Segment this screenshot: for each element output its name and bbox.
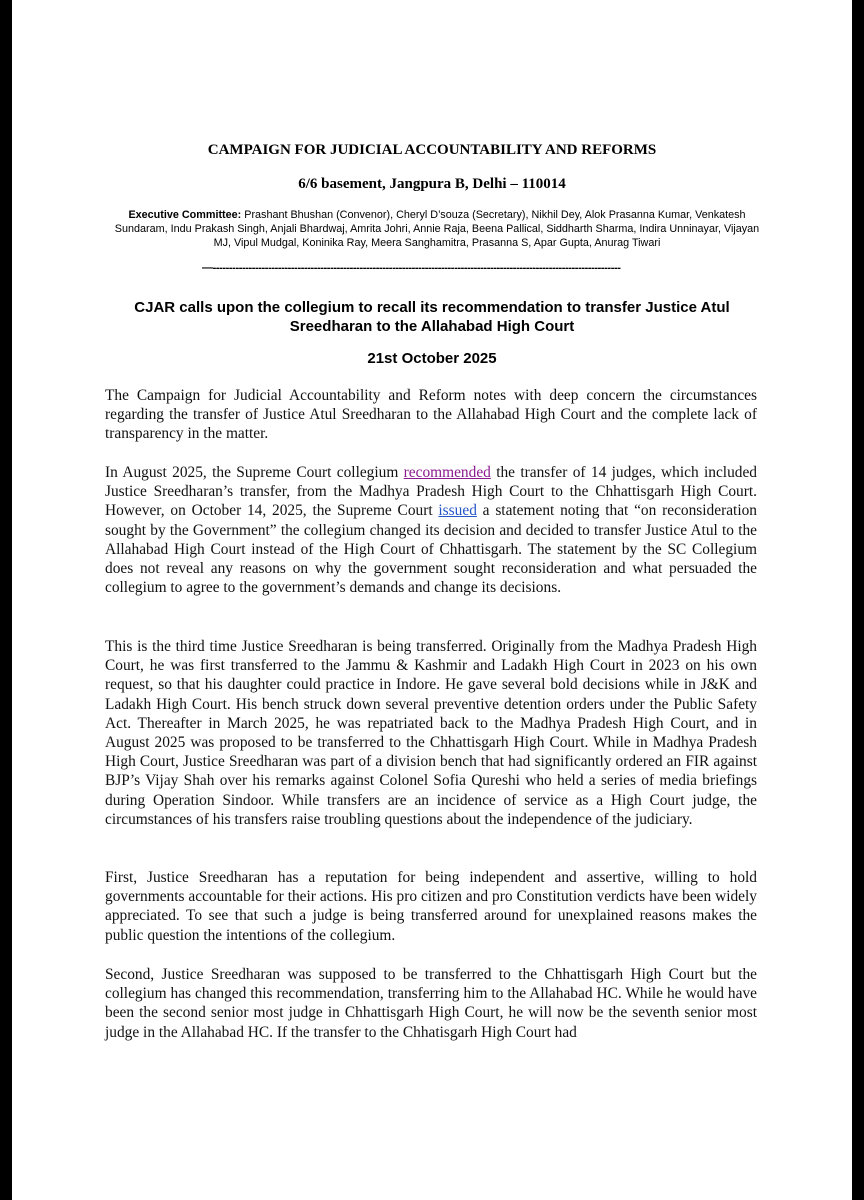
paragraph-2-part-c: a statement noting that “on reconsideration sought by the Government” the collegium changed its decision and decided to transfer Justice Atul to the Allahabad High Court instead of the High Court of Chhattisgarh. The statement by the SC Collegium does not reveal any reasons on why the government sought reconsideration and what persuaded the collegium to agree to the government’s demands and change its decisions. bbox=[105, 502, 757, 597]
committee-label: Executive Committee: bbox=[128, 209, 242, 221]
paragraph-3: This is the third time Justice Sreedharan is being transferred. Originally from the Madhya Pradesh High Court, he was first transferred to the Jammu & Kashmir and Ladakh High Court in 2023 on his own request, so that his daughter could practice in Indore. He gave several bold decisions while in J&K and Ladakh High Court. His bench struck down several preventive detention orders under the Public Safety Act. Thereafter in March 2025, he was repatriated back to the Madhya Pradesh High Court, and in August 2025 was proposed to be transferred to the Chhattisgarh High Court. While in Madhya Pradesh High Court, Justice Sreedharan was part of a division bench that had significantly ordered an FIR against BJP’s Vijay Shah over his remarks against Colonel Sofia Qureshi who held a series of media briefings during Operation Sindoor. While transfers are an incidence of service as a High Court judge, the circumstances of his transfers raise troubling questions about the independence of the judiciary. bbox=[105, 638, 757, 828]
paragraph-2-part-a: In August 2025, the Supreme Court collegium bbox=[105, 464, 404, 481]
document-page bbox=[12, 0, 852, 1200]
paragraph-1: The Campaign for Judicial Accountability and Reform notes with deep concern the circumstances regarding the transfer of Justice Atul Sreedharan to the Allahabad High Court and the complete lack of transparency in the matter. bbox=[105, 387, 757, 443]
recommended-link[interactable]: recommended bbox=[403, 464, 491, 481]
paragraph-5: Second, Justice Sreedharan was supposed to be transferred to the Chhattisgarh High Court but the collegium has changed this recommendation, transferring him to the Allahabad HC. While he would have been the second senior most judge in Chhattisgarh High Court, he will now be the seventh senior most judge in the Allahabad HC. If the transfer to the Chhatisgarh High Court had bbox=[105, 966, 757, 1041]
organization-title: CAMPAIGN FOR JUDICIAL ACCOUNTABILITY AND REFORMS bbox=[207, 142, 657, 158]
executive-committee bbox=[111, 208, 763, 250]
statement-headline: CJAR calls upon the collegium to recall its recommendation to transfer Justice Atul Sreedharan to the Allahabad High Court bbox=[134, 299, 730, 335]
issued-link[interactable]: issued bbox=[438, 502, 477, 520]
paragraph-2-part-b: the transfer of 14 judges, which included Justice Sreedharan’s transfer, from the Madhya Pradesh High Court to the Chhattisgarh High Court. However, on October 14, 2025, the Supreme Court bbox=[105, 464, 757, 520]
organization-address: 6/6 basement, Jangpura B, Delhi – 110014 bbox=[298, 176, 566, 192]
header-divider: —----------------------------------------------------------------------------------------------------------------------------- bbox=[202, 262, 621, 274]
statement-date: 21st October 2025 bbox=[367, 350, 497, 367]
paragraph-4: First, Justice Sreedharan has a reputation for being independent and assertive, willing to hold governments accountable for their actions. His pro citizen and pro Constitution verdicts have been widely appreciated. To see that such a judge is being transferred around for unexplained reasons makes the public question the intentions of the collegium. bbox=[105, 869, 757, 944]
paragraph-2 bbox=[105, 463, 757, 597]
committee-members: Prashant Bhushan (Convenor), Cheryl D’souza (Secretary), Nikhil Dey, Alok Prasanna Kumar, Venkatesh Sundaram, Indu Prakash Singh, Anjali Bhardwaj, Amrita Johri, Annie Raja, Beena Pallical, Siddharth Sharma, Indira Unninayar, Vijayan MJ, Vipul Mudgal, Koninika Ray, Meera Sanghamitra, Prasanna S, Apar Gupta, Anurag Tiwari bbox=[114, 209, 760, 249]
